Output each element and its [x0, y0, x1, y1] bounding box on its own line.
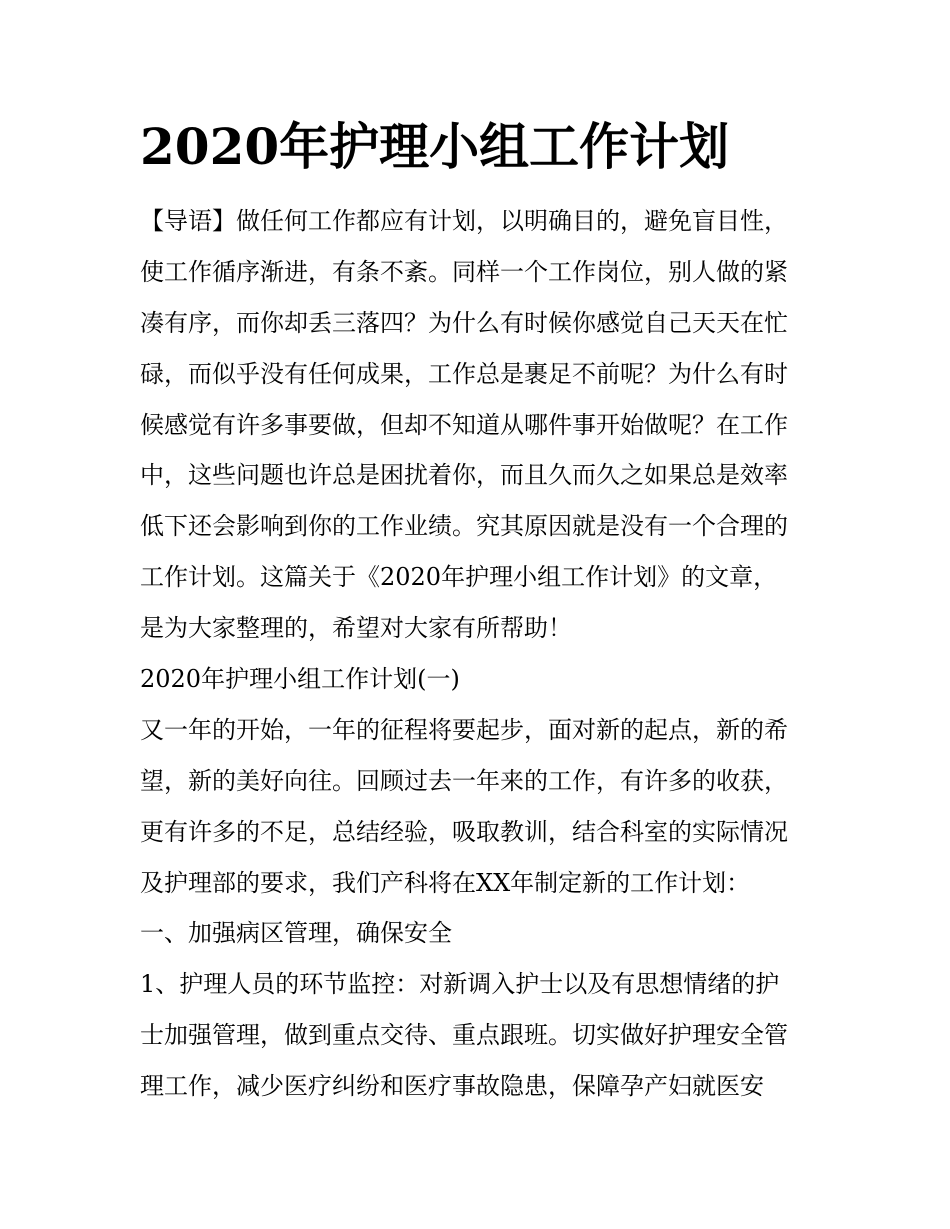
body-line-8: 工作计划。这篇关于《2020年护理小组工作计划》的文章，	[140, 563, 778, 592]
body-line-3: 凑有序，而你却丢三落四？为什么有时候你感觉自己天天在忙	[140, 308, 788, 337]
body-line-5: 候感觉有许多事要做，但却不知道从哪件事开始做呢？在工作	[140, 410, 788, 439]
body-line-9: 是为大家整理的，希望对大家有所帮助！	[140, 614, 572, 643]
body-line-13: 更有许多的不足，总结经验，吸取教训，结合科室的实际情况	[140, 817, 788, 846]
body-line-12: 望，新的美好向往。回顾过去一年来的工作，有许多的收获，	[140, 766, 788, 795]
section-heading-ward-management: 一、加强病区管理，确保安全	[140, 919, 452, 948]
body-line-7: 低下还会影响到你的工作业绩。究其原因就是没有一个合理的	[140, 512, 788, 541]
body-line-14: 及护理部的要求，我们产科将在XX年制定新的工作计划：	[140, 868, 751, 897]
document-body	[140, 196, 820, 1112]
body-line-6: 中，这些问题也许总是困扰着你，而且久而久之如果总是效率	[140, 461, 788, 490]
body-line-2: 使工作循序渐进，有条不紊。同样一个工作岗位，别人做的紧	[140, 257, 788, 286]
document-title: 2020年护理小组工作计划	[140, 117, 730, 176]
body-line-16: 1、护理人员的环节监控：对新调入护士以及有思想情绪的护	[140, 970, 780, 999]
section-heading-plan-one: 2020年护理小组工作计划(一)	[140, 665, 460, 694]
body-line-17: 士加强管理，做到重点交待、重点跟班。切实做好护理安全管	[140, 1021, 788, 1050]
body-line-1: 【导语】做任何工作都应有计划，以明确目的，避免盲目性，	[140, 207, 788, 235]
body-line-11: 又一年的开始，一年的征程将要起步，面对新的起点，新的希	[140, 715, 788, 744]
body-line-18: 理工作，减少医疗纠纷和医疗事故隐患，保障孕产妇就医安	[140, 1072, 764, 1101]
body-line-4: 碌，而似乎没有任何成果，工作总是裹足不前呢？为什么有时	[140, 359, 788, 388]
